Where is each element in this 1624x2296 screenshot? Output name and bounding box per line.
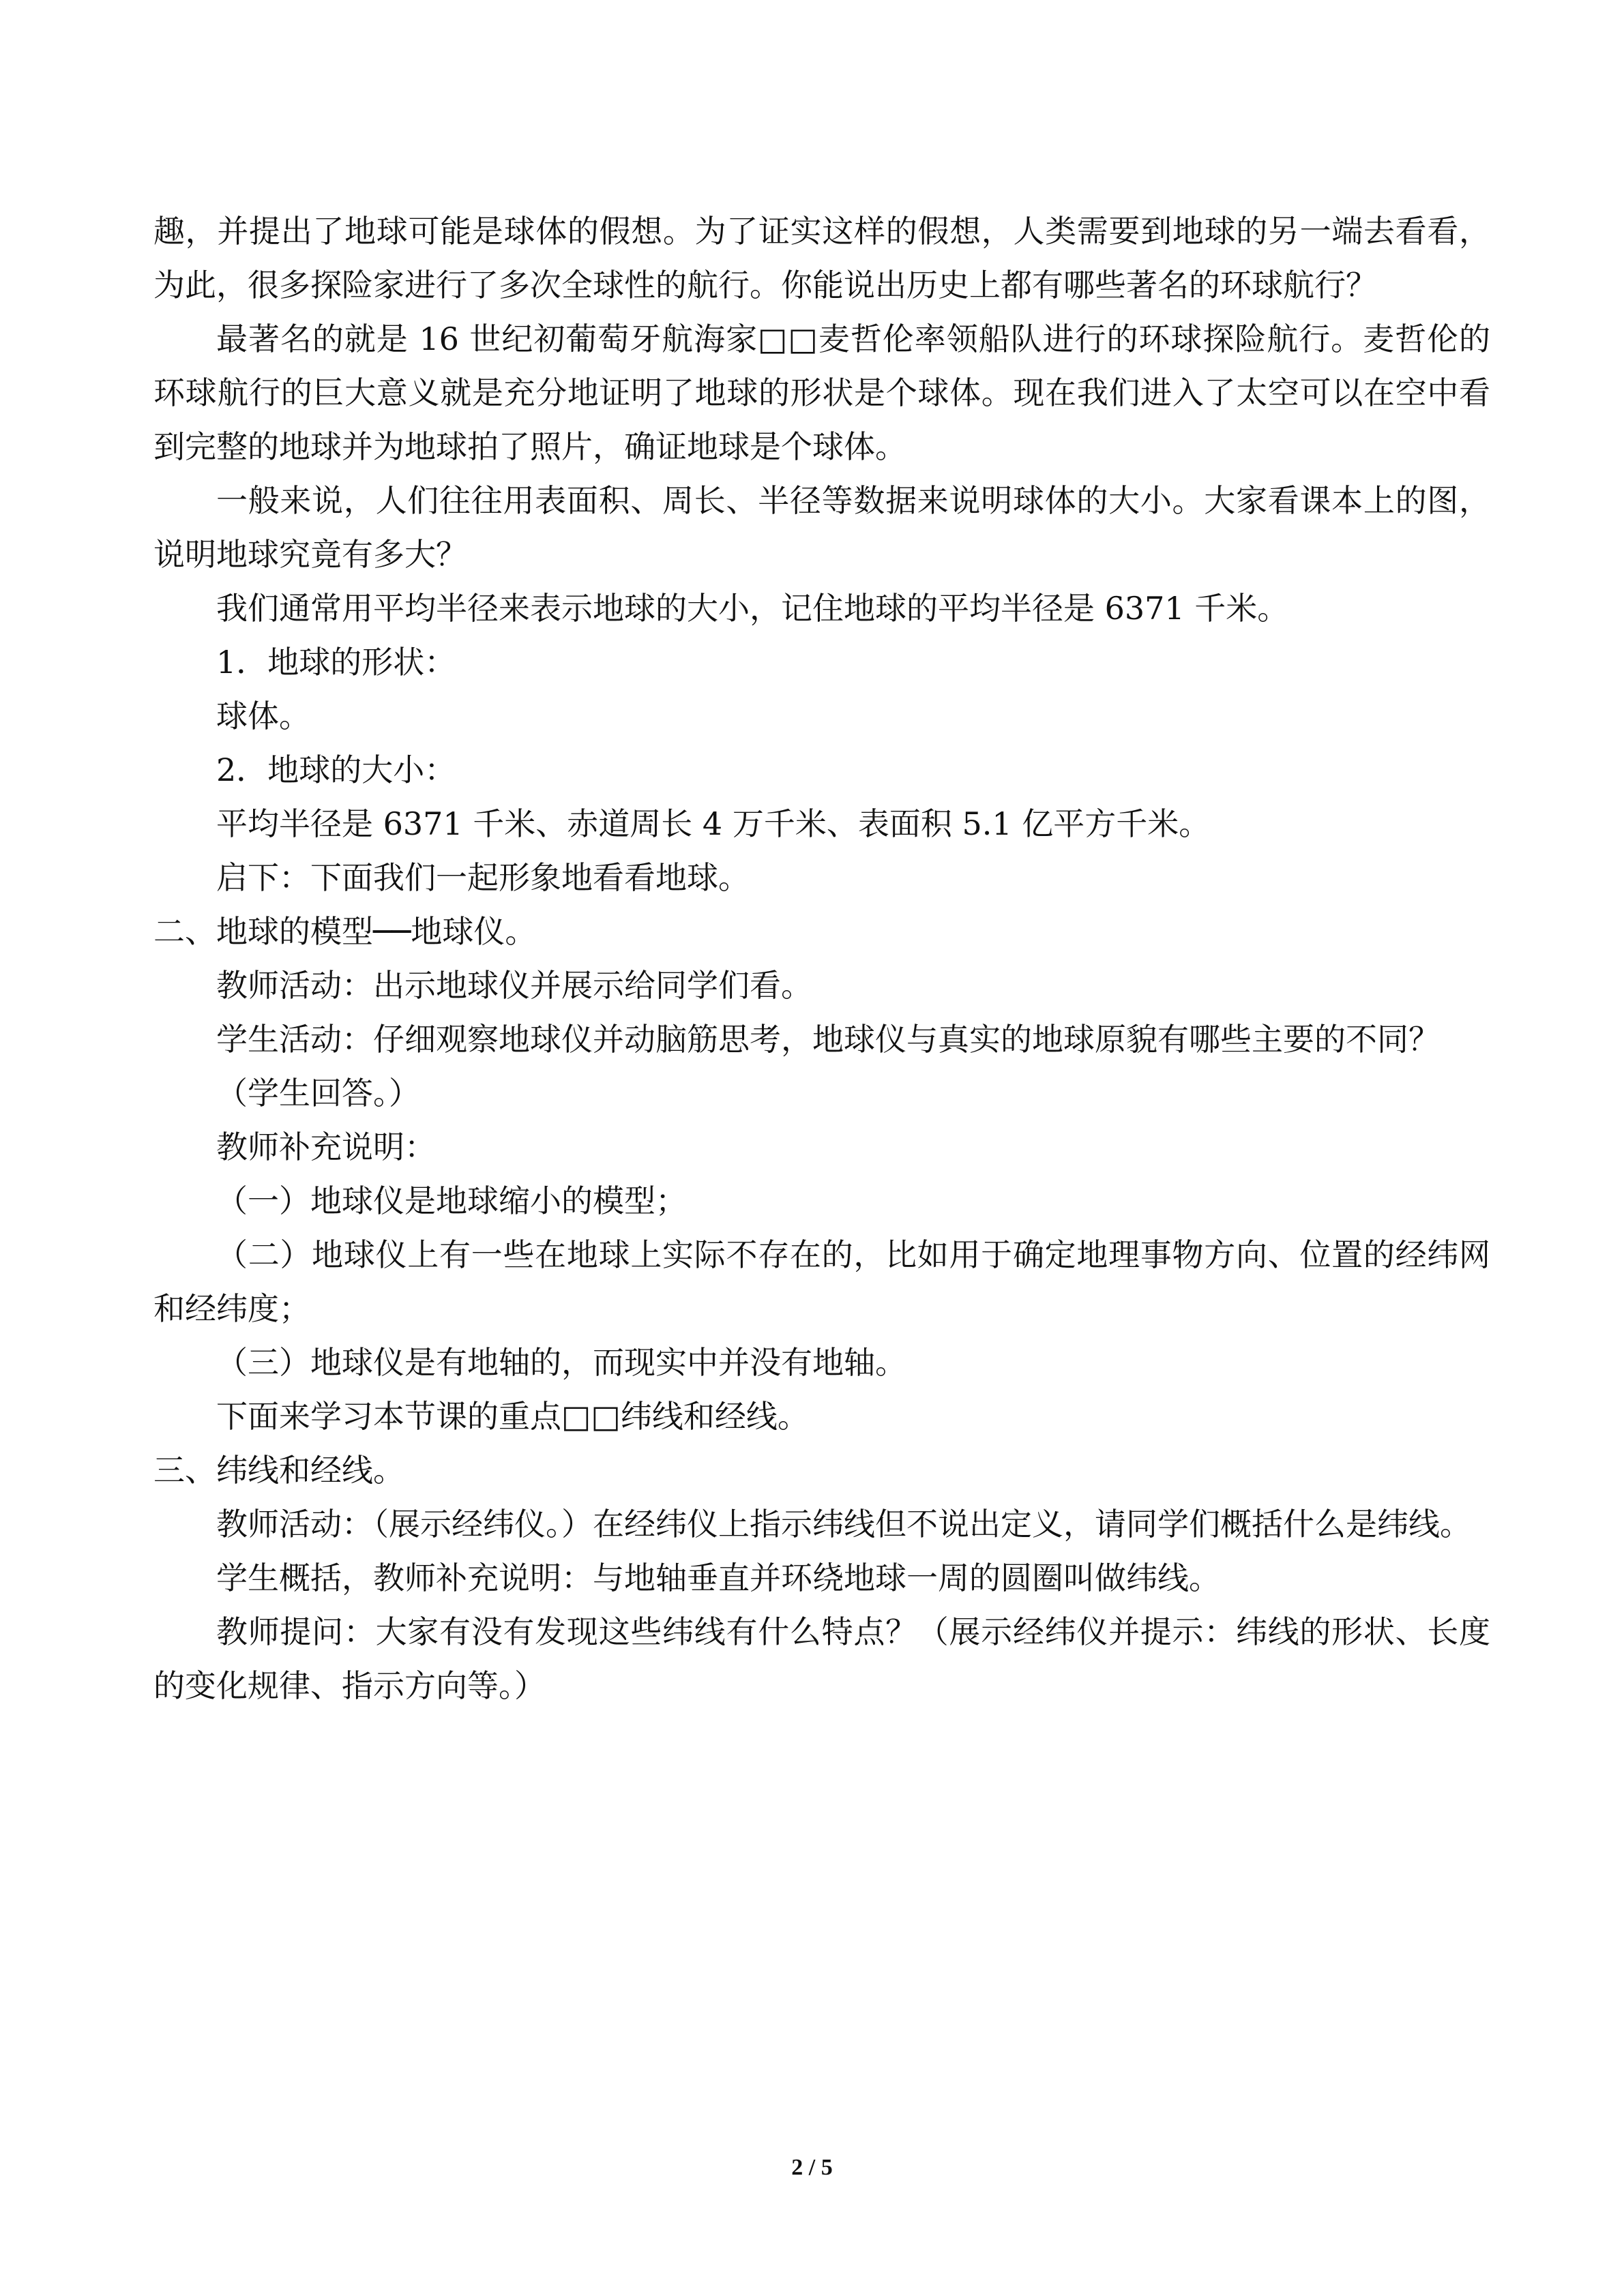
paragraph-4: 我们通常用平均半径来表示地球的大小，记住地球的平均半径是 6371 千米。 [216, 590, 1289, 627]
paragraph-next-topic: 下面来学习本节课的重点□□纬线和经线。 [216, 1398, 809, 1435]
list-item-shape-title: 1．地球的形状： [216, 644, 456, 681]
paragraph-student-answer: （学生回答。） [216, 1075, 420, 1112]
paragraph-teacher-supplement: 教师补充说明： [216, 1129, 436, 1165]
paragraph-3: 一般来说，人们往往用表面积、周长、半径等数据来说明球体的大小。大家看课本上的图，说明地球究竟有多大？ [153, 482, 1490, 573]
paragraph-teacher-activity: 教师活动：出示地球仪并展示给同学们看。 [216, 967, 812, 1004]
paragraph-teacher-question: 教师提问：大家有没有发现这些纬线有什么特点？（展示经纬仪并提示：纬线的形状、长度的变化规律、指示方向等。） [153, 1613, 1490, 1704]
list-item-shape-answer: 球体。 [216, 698, 310, 734]
list-item-2: （二）地球仪上有一些在地球上实际不存在的，比如用于确定地理事物方向、位置的经纬网和经纬度； [153, 1236, 1490, 1327]
list-item-3: （三）地球仪是有地轴的，而现实中并没有地轴。 [216, 1344, 906, 1381]
list-item-size-title: 2．地球的大小： [216, 751, 456, 788]
paragraph-transition: 启下：下面我们一起形象地看看地球。 [216, 859, 750, 896]
paragraph-definition: 学生概括，教师补充说明：与地轴垂直并环绕地球一周的圆圈叫做纬线。 [216, 1560, 1220, 1596]
paragraph-student-activity: 学生活动：仔细观察地球仪并动脑筋思考，地球仪与真实的地球原貌有哪些主要的不同？ [216, 1021, 1440, 1058]
paragraph-2: 最著名的就是 16 世纪初葡萄牙航海家□□麦哲伦率领船队进行的环球探险航行。麦哲伦的环球航行的巨大意义就是充分地证明了地球的形状是个球体。现在我们进入了太空可以在空中看到完整的地球并为地球拍了照片，确证地球是个球体。 [153, 320, 1490, 465]
list-item-size-answer: 平均半径是 6371 千米、赤道周长 4 万千米、表面积 5.1 亿平方千米。 [216, 805, 1211, 842]
paragraph-1: 趣，并提出了地球可能是球体的假想。为了证实这样的假想，人类需要到地球的另一端去看看，为此，很多探险家进行了多次全球性的航行。你能说出历史上都有哪些著名的环球航行？ [153, 213, 1490, 303]
document-body [153, 205, 1490, 1713]
paragraph-teacher-activity-2: 教师活动：（展示经纬仪。）在经纬仪上指示纬线但不说出定义，请同学们概括什么是纬线。 [216, 1506, 1471, 1542]
section-heading-3: 三、纬线和经线。 [153, 1452, 404, 1489]
list-item-1: （一）地球仪是地球缩小的模型； [216, 1182, 687, 1219]
section-heading-2: 二、地球的模型──地球仪。 [153, 913, 537, 950]
page-number: 2 / 5 [791, 2155, 833, 2180]
